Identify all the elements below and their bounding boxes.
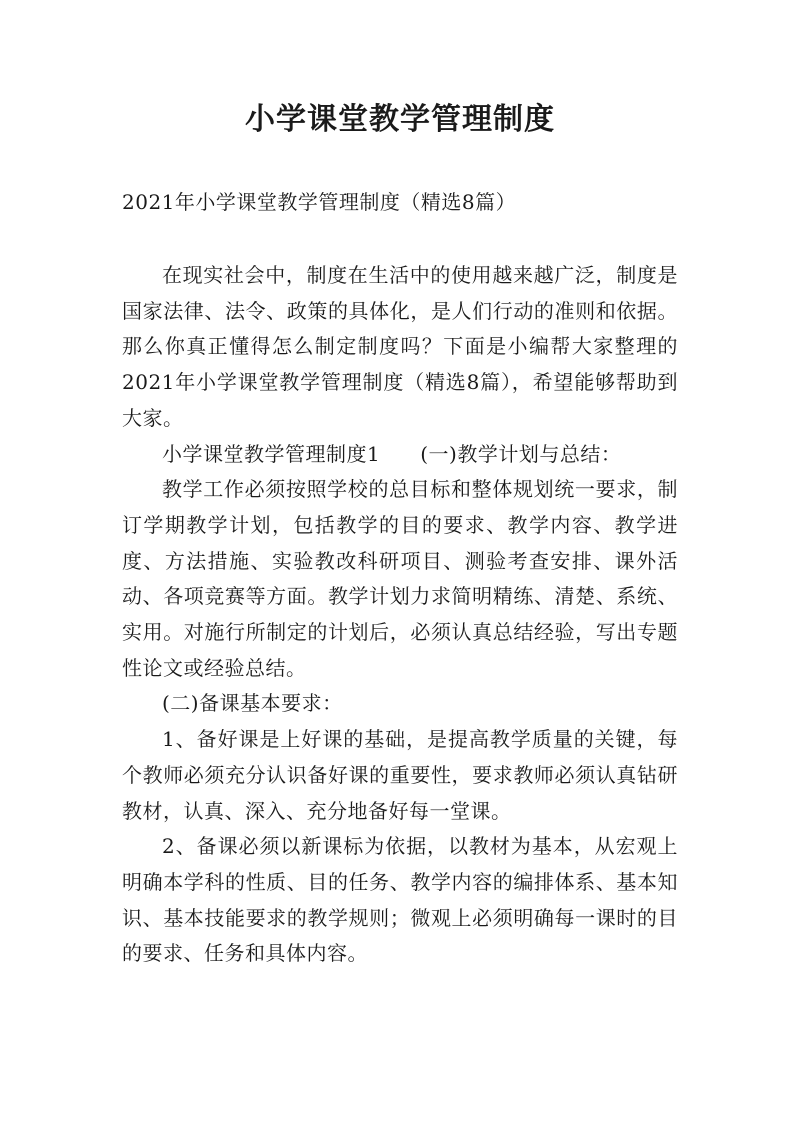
list-item-1: 1、备好课是上好课的基础，是提高教学质量的关键，每个教师必须充分认识备好课的重要性，要求教师必须认真钻研教材，认真、深入、充分地备好每一堂课。	[122, 727, 678, 823]
section1-heading-line	[122, 437, 678, 473]
section1-heading: 小学课堂教学管理制度1	[162, 441, 381, 466]
intro-paragraph: 在现实社会中，制度在生活中的使用越来越广泛，制度是国家法律、法令、政策的具体化，是人们行动的准则和依据。那么你真正懂得怎么制定制度吗？下面是小编帮大家整理的2021年小学课堂教学管理制度（精选8篇），希望能够帮助到大家。	[122, 263, 678, 430]
list-item-2: 2、备课必须以新课标为依据，以教材为基本，从宏观上明确本学科的性质、目的任务、教学内容的编排体系、基本知识、基本技能要求的教学规则；微观上必须明确每一课时的目的要求、任务和具体内容。	[122, 834, 678, 966]
document-subtitle: 2021年小学课堂教学管理制度（精选8篇）	[122, 190, 517, 214]
section2-heading: (二)备课基本要求：	[162, 691, 343, 716]
document-title: 小学课堂教学管理制度	[245, 102, 555, 137]
document-body	[122, 258, 678, 972]
section1-paragraph: 教学工作必须按照学校的总目标和整体规划统一要求，制订学期教学计划，包括教学的目的要求、教学内容、教学进度、方法措施、实验教改科研项目、测验考查安排、课外活动、各项竞赛等方面。教学计划力求简明精练、清楚、系统、实用。对施行所制定的计划后，必须认真总结经验，写出专题性论文或经验总结。	[122, 477, 678, 680]
section1-subheading: (一)教学计划与总结：	[420, 441, 622, 466]
